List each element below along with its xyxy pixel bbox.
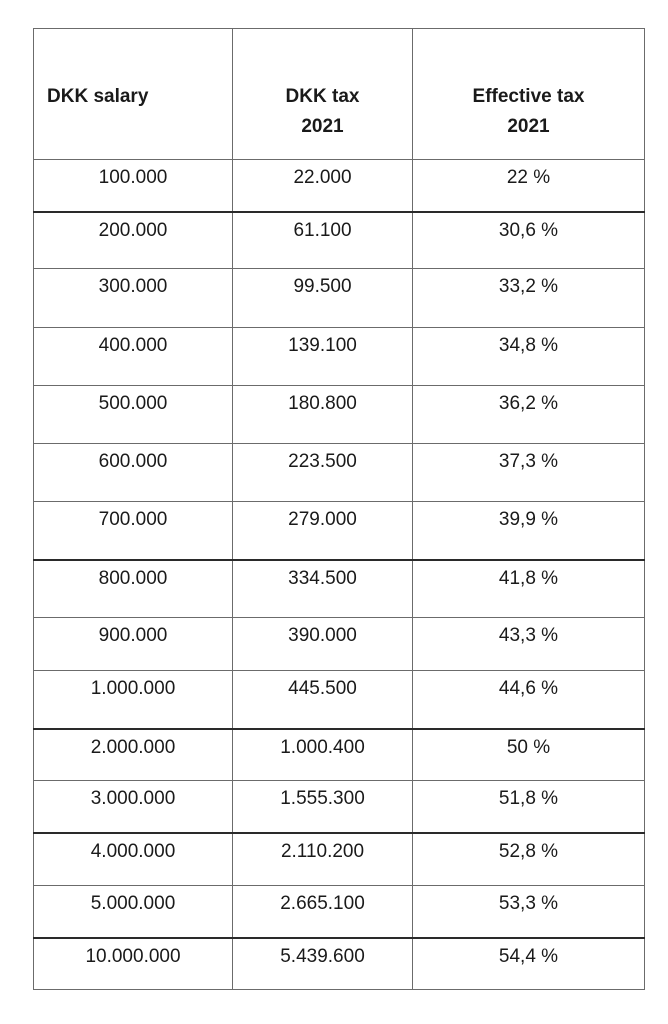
cell-salary: 3.000.000 [34,781,233,833]
table-row [34,886,645,938]
cell-salary: 800.000 [34,560,233,618]
cell-effective: 41,8 % [413,560,645,618]
cell-tax: 1.555.300 [233,781,413,833]
cell-effective: 52,8 % [413,833,645,886]
table-body [34,160,645,990]
cell-effective: 39,9 % [413,502,645,560]
cell-tax: 22.000 [233,160,413,212]
table-row [34,938,645,990]
header-tax [233,29,413,160]
cell-salary: 900.000 [34,618,233,671]
cell-salary: 300.000 [34,269,233,328]
cell-salary: 1.000.000 [34,671,233,729]
cell-effective: 36,2 % [413,386,645,444]
header-row [34,29,645,160]
cell-tax: 1.000.400 [233,729,413,781]
cell-salary: 200.000 [34,212,233,269]
table-row [34,160,645,212]
cell-effective: 53,3 % [413,886,645,938]
table-row [34,328,645,386]
cell-salary: 400.000 [34,328,233,386]
cell-salary: 5.000.000 [34,886,233,938]
cell-effective: 33,2 % [413,269,645,328]
header-effective-line1: Effective tax [472,86,585,107]
cell-salary: 100.000 [34,160,233,212]
cell-tax: 445.500 [233,671,413,729]
header-tax-line2: 2021 [301,116,344,137]
cell-effective: 43,3 % [413,618,645,671]
cell-tax: 2.665.100 [233,886,413,938]
cell-tax: 223.500 [233,444,413,502]
header-effective-line2: 2021 [507,116,550,137]
cell-effective: 34,8 % [413,328,645,386]
cell-effective: 50 % [413,729,645,781]
cell-salary: 4.000.000 [34,833,233,886]
cell-salary: 500.000 [34,386,233,444]
cell-effective: 51,8 % [413,781,645,833]
table-row [34,560,645,618]
header-salary-label: DKK salary [47,86,149,107]
cell-effective: 37,3 % [413,444,645,502]
header-salary [34,29,233,160]
table-row [34,618,645,671]
cell-tax: 139.100 [233,328,413,386]
header-effective [413,29,645,160]
table-row [34,781,645,833]
cell-tax: 334.500 [233,560,413,618]
header-tax-line1: DKK tax [285,86,360,107]
table-row [34,502,645,560]
table-row [34,444,645,502]
cell-tax: 5.439.600 [233,938,413,990]
cell-tax: 2.110.200 [233,833,413,886]
table-row [34,386,645,444]
cell-effective: 30,6 % [413,212,645,269]
tax-table [33,28,645,990]
cell-tax: 99.500 [233,269,413,328]
cell-effective: 44,6 % [413,671,645,729]
cell-salary: 600.000 [34,444,233,502]
cell-effective: 22 % [413,160,645,212]
table-row [34,729,645,781]
cell-tax: 279.000 [233,502,413,560]
table-row [34,269,645,328]
cell-salary: 10.000.000 [34,938,233,990]
cell-tax: 390.000 [233,618,413,671]
cell-tax: 61.100 [233,212,413,269]
cell-effective: 54,4 % [413,938,645,990]
cell-salary: 2.000.000 [34,729,233,781]
table-row [34,671,645,729]
cell-tax: 180.800 [233,386,413,444]
cell-salary: 700.000 [34,502,233,560]
table-row [34,833,645,886]
table-row [34,212,645,269]
